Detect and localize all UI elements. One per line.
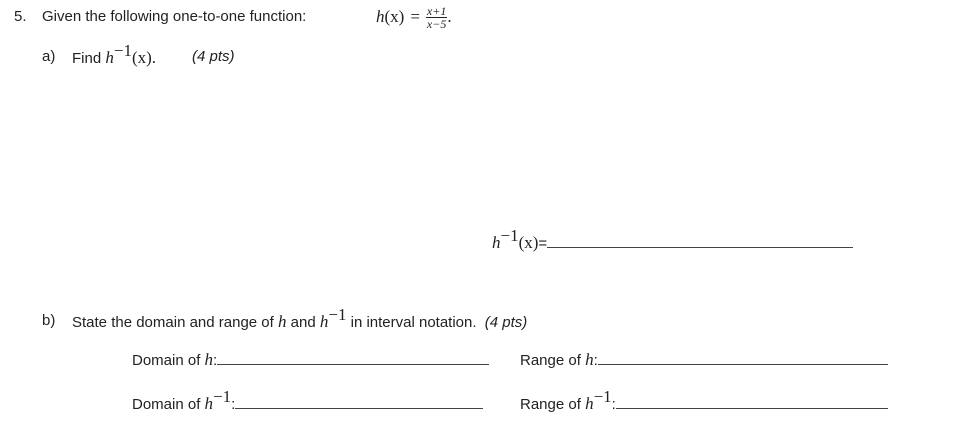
part-a-arg: (x). [131,48,157,67]
domain-hinv-blank[interactable] [235,393,483,409]
domain-hinv-colon: : [231,396,236,413]
range-hinv [520,387,888,414]
part-a-answer [492,226,853,253]
function-definition [376,0,452,34]
range-h-label: Range of [520,352,581,369]
range-hinv-sup: −1 [593,387,612,406]
answer-arg: (x) [518,233,539,252]
part-b-text-2: and [290,314,316,331]
part-a-points: (4 pts) [192,48,235,65]
range-hinv-blank[interactable] [616,393,888,409]
fraction-numerator: x+1 [426,3,447,18]
question-prompt: Given the following one-to-one function: [42,8,307,25]
domain-h [132,349,489,370]
range-h [520,349,888,370]
range-h-fn: h [585,350,594,369]
fraction [426,5,447,30]
part-a-fn: h [105,48,114,67]
domain-hinv-sup: −1 [213,387,232,406]
answer-fn: h [492,233,501,252]
range-hinv-fn: h [585,394,594,413]
function-arg: (x) [384,7,405,26]
equals-sign: = [410,7,420,26]
function-period: . [447,7,452,26]
part-b-text-3: in interval notation. [350,314,477,331]
domain-h-label: Domain of [132,352,201,369]
part-b-label: b) [42,312,56,329]
domain-h-blank[interactable] [217,349,489,365]
answer-blank[interactable] [547,232,853,248]
range-hinv-colon: : [611,396,616,413]
part-a-text: Find [72,50,102,67]
domain-hinv-label: Domain of [132,396,201,413]
fraction-denominator: x−5 [426,16,447,31]
range-h-blank[interactable] [598,349,888,365]
answer-eq: = [538,235,548,252]
domain-hinv-fn: h [204,394,214,413]
function-name: h [376,7,385,26]
part-b-text-1: State the domain and range of [72,314,274,331]
question-number: 5. [14,8,27,25]
part-b-question [72,305,528,332]
domain-h-fn: h [204,350,214,369]
part-a-question [72,41,157,68]
part-b-sup: −1 [328,305,347,324]
domain-h-colon: : [213,352,218,369]
range-h-colon: : [593,352,598,369]
part-b-h2: h [319,312,329,331]
part-a-label: a) [42,48,56,65]
part-a-sup: −1 [113,41,132,60]
part-b-points: (4 pts) [484,314,528,331]
part-b-h1: h [277,312,287,331]
range-hinv-label: Range of [520,396,581,413]
answer-sup: −1 [500,226,519,245]
domain-hinv [132,387,483,414]
